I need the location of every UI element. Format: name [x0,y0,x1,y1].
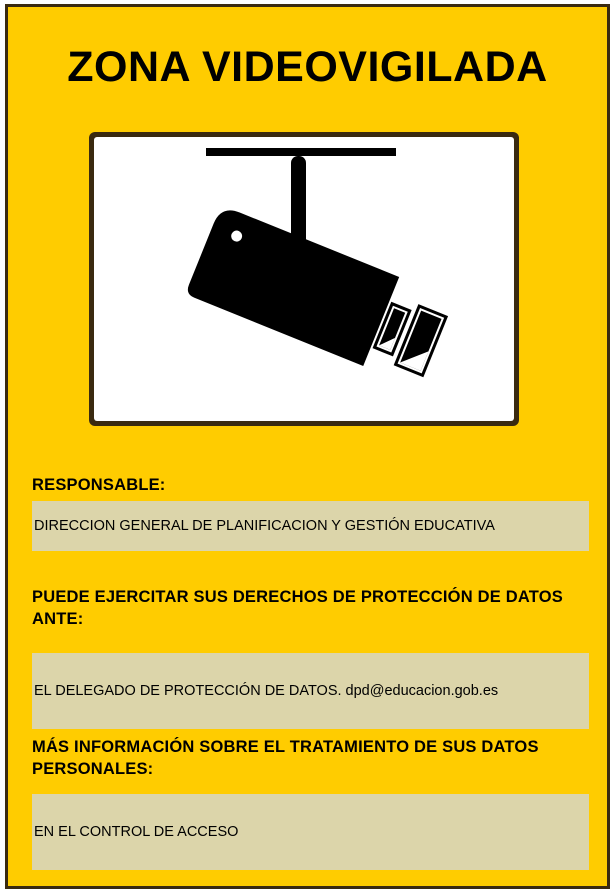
camera-pictogram-frame [89,132,519,426]
info-label: MÁS INFORMACIÓN SOBRE EL TRATAMIENTO DE SUS DATOS PERSONALES: [32,738,539,778]
derechos-label: PUEDE EJERCITAR SUS DERECHOS DE PROTECCIÓN DE DATOS ANTE: [32,588,563,628]
responsable-value-field [32,501,589,551]
cctv-sign [5,4,610,889]
responsable-label: RESPONSABLE: [32,476,166,494]
info-value: EN EL CONTROL DE ACCESO [34,824,239,840]
camera-pictogram-panel [94,137,514,421]
derechos-value-field [32,653,589,729]
info-value-field [32,794,589,870]
sign-title: ZONA VIDEOVIGILADA [67,43,548,91]
derechos-value: EL DELEGADO DE PROTECCIÓN DE DATOS. dpd@educacion.gob.es [34,683,499,699]
responsable-value: DIRECCION GENERAL DE PLANIFICACION Y GESTIÓN EDUCATIVA [34,518,495,534]
security-camera-icon [94,137,514,421]
